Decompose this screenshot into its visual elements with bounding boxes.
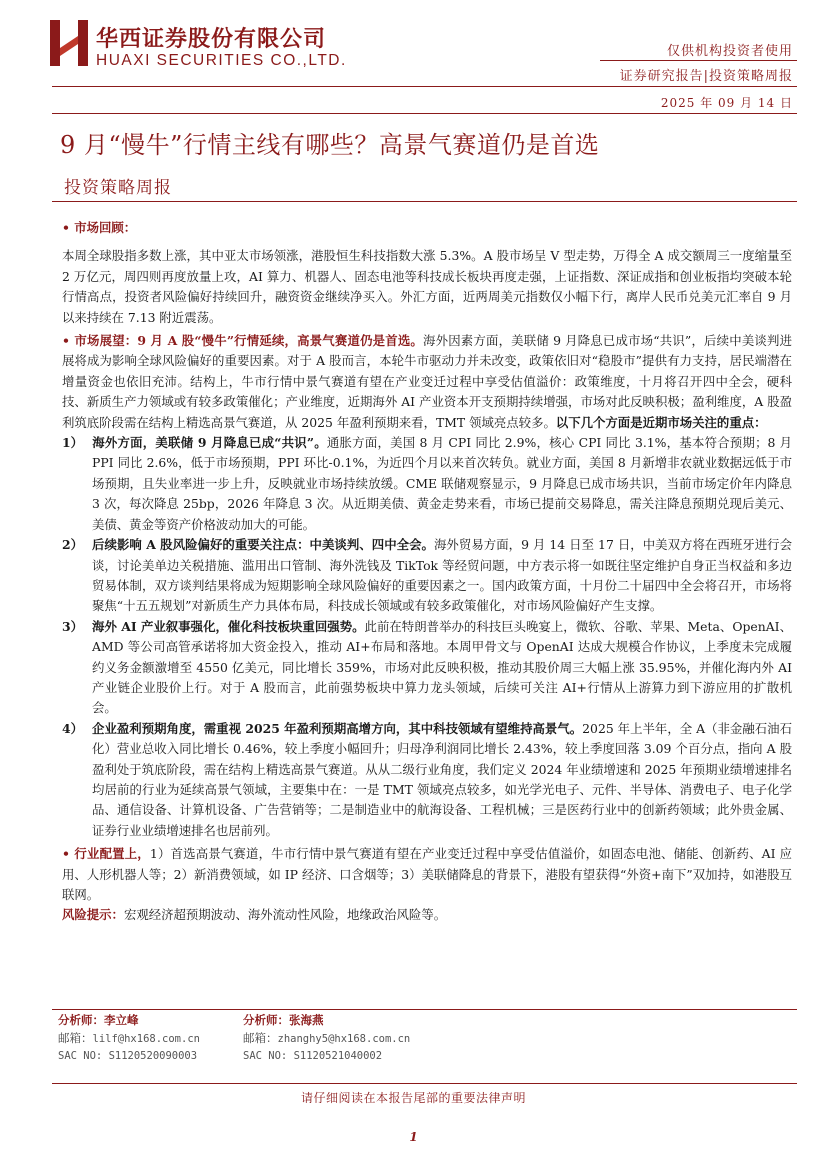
allocation-paragraph: • 行业配置上，1）首选高景气赛道，牛市行情中景气赛道有望在产业变迁过程中享受估值溢价，如固态电池、储能、创新药、AI 应用、人形机器人等；2）新消费领域，如 IP 经济、口含烟等；3）美联储降息的背景下，港股有望获得“外资+南下”双加持，如港股互联网。: [62, 846, 793, 902]
report-date: 2025 年 09 月 14 日: [660, 96, 793, 110]
header-divider: [52, 86, 797, 87]
point-item: 4） 企业盈利预期角度，需重视 2025 年盈利预期高增方向，其中科技领域有望维持高景气。2025 年上半年，全 A（非金融石油石化）营业总收入同比增长 0.46%，较上季度小幅回升；归母净利润同比增长 2.43%，较上季度回落 3.09 个百分点，指向 A 股盈利处于筑底阶段，需在结构上精选高景气赛道。从从二级行业角度，我们定义 2024 年业绩增速和 2025 年预期业绩增速排名均居前的行业为延续高景气领域，主要集中在：一是 TMT 领域亮点较多，如光学光电子、元件、半导体、消费电子、电子化学品、通信设备、计算机设备、广告营销等；二是制造业中的航海设备、工程机械；三是医药行业中的创新药领域；此外贵金属、证券行业业绩增速排名也居前列。: [62, 720, 792, 838]
review-heading: • 市场回顾：: [62, 220, 137, 235]
report-subtitle: 投资策略周报: [64, 178, 172, 198]
point-item: 1） 海外方面，美联储 9 月降息已成“共识”。通胀方面，美国 8 月 CPI 同比 2.9%，核心 CPI 同比 3.1%，基本符合预期；8 月 PPI 同比 2.6%，低于市场预期，PPI 环比-0.1%，为近四个月以来首次转负。就业方面，美国 8 月新增非农就业数据远低于市场预期，且失业率进一步上升，反映就业市场持续放缓。CME 联储观察显示，9 月降息已成市场共识，当前市场定价年内降息 3 次，每次降息 25bp，2026 年降息 3 次。从近期美债、黄金走势来看，市场已提前交易降息，需关注降息预期兑现后美元、美债、黄金等资产价格波动加大的可能。: [62, 435, 792, 532]
review-paragraph: 本周全球股指多数上涨，其中亚太市场领涨，港股恒生科技指数大涨 5.3%。A 股市场呈 V 型走势，万得全 A 成交额周三一度缩量至 2 万亿元，周四则再度放量上攻，AI 算力、机器人、固态电池等科技成长板块再度走强，上证指数、深证成指和创业板指均突破本轮行情高点，投资者风险偏好持续回升，融资资金继续净买入。外汇方面，近两周美元指数仅小幅下行，离岸人民币兑美元汇率自 9 月以来持续在 7.13 附近震荡。: [62, 248, 792, 325]
point-item: 3） 海外 AI 产业叙事强化，催化科技板块重回强势。此前在特朗普举办的科技巨头晚宴上，微软、谷歌、苹果、Meta、OpenAI、AMD 等公司高管承诺将加大资金投入，推动 AI+布局和落地。本周甲骨文与 OpenAI 达成大规模合作协议，上季度未完成履约义务金额激增至 4550 亿美元，同比增长 359%，市场对此反映积极，推动其股价周三大幅上涨 35.95%，并催化海内外 AI 产业链企业股价上行。对于 A 股而言，此前强势板块中算力龙头领域，后续可关注 AI+行情从上游算力到下游应用的扩散机会。: [62, 618, 792, 716]
subtitle-divider: [52, 201, 797, 202]
company-name-en: HUAXI SECURITIES CO.,LTD.: [96, 52, 347, 69]
risk-paragraph: 风险提示：宏观经济超预期波动、海外流动性风险，地缘政治风险等。: [62, 907, 447, 923]
analyst-card: 分析师：张海燕 邮箱：zhanghy5@hx168.com.cn SAC NO: S1120521040002: [243, 1012, 410, 1066]
risk-heading: 风险提示：: [62, 907, 124, 923]
outlook-heading: • 市场展望：9 月 A 股“慢牛”行情延续，高景气赛道仍是首选。: [62, 333, 424, 349]
analyst-name: 李立峰: [104, 1013, 139, 1027]
analyst-card: 分析师：李立峰 邮箱：lilf@hx168.com.cn SAC NO: S1120520090003: [58, 1012, 200, 1066]
footer-divider: [52, 1083, 797, 1084]
header-divider-short: [600, 60, 797, 61]
point-item: 2） 后续影响 A 股风险偏好的重要关注点：中美谈判、四中全会。海外贸易方面，9 月 14 日至 17 日，中美双方将在西班牙进行会谈，讨论美单边关税措施、滥用出口管制、海外洗钱及 TikTok 等经贸问题，中方表示将一如既往坚定维护自身正当权益和多边贸易体制，双方谈判结果将成为短期影响全球风险偏好的重要因素之一。国内政策方面，十月份二十届四中全会将召开，市场将聚焦“十五五规划”对新质生产力具体布局，科技成长领域或有较多政策催化，对市场风险偏好产生支撑。: [62, 537, 792, 614]
analyst-sac: SAC NO: S1120520090003: [58, 1050, 198, 1062]
legal-disclaimer: 请仔细阅读在本报告尾部的重要法律声明: [300, 1091, 526, 1105]
report-title: 9 月“慢牛”行情主线有哪些？高景气赛道仍是首选: [60, 131, 600, 159]
analyst-sac: SAC NO: S1120521040002: [243, 1050, 383, 1062]
huaxi-logo-icon: [50, 20, 88, 66]
allocation-heading: • 行业配置上，: [62, 846, 150, 862]
company-name-cn: 华西证券股份有限公司: [96, 27, 327, 52]
analyst-email[interactable]: lilf@hx168.com.cn: [92, 1032, 200, 1045]
analyst-email[interactable]: zhanghy5@hx168.com.cn: [277, 1032, 411, 1045]
analyst-divider: [52, 1009, 797, 1010]
outlook-paragraph: • 市场展望：9 月 A 股“慢牛”行情延续，高景气赛道仍是首选。海外因素方面，美联储 9 月降息已成市场“共识”，后续中美谈判进展将成为影响全球风险偏好的重要因素。对于 A 股而言，本轮牛市驱动力并未改变，政策依旧对“稳股市”提供有力支持，居民端潜在增量资金也依旧充沛。结构上，牛市行情中景气赛道有望在产业变迁过程中享受估值溢价：政策维度，十月将召开四中全会，硬科技、新质生产力领域或有较多政策催化；产业维度，近期海外 AI 产业资本开支预期持续增强，市场对此反映积极；盈利维度，A 股盈利筑底阶段需在结构上精选高景气赛道，从 2025 年盈利预期来看，TMT 领域亮点较多。以下几个方面是近期市场关注的重点：: [62, 333, 792, 430]
outlook-tail: 以下几个方面是近期市场关注的重点：: [555, 414, 767, 430]
audience-label: 仅供机构投资者使用: [666, 44, 793, 59]
page-number: 1: [409, 1130, 418, 1144]
date-divider: [52, 113, 797, 114]
analyst-name: 张海燕: [289, 1013, 324, 1027]
report-body: [62, 218, 792, 926]
report-type-label: 证券研究报告|投资策略周报: [619, 69, 793, 84]
